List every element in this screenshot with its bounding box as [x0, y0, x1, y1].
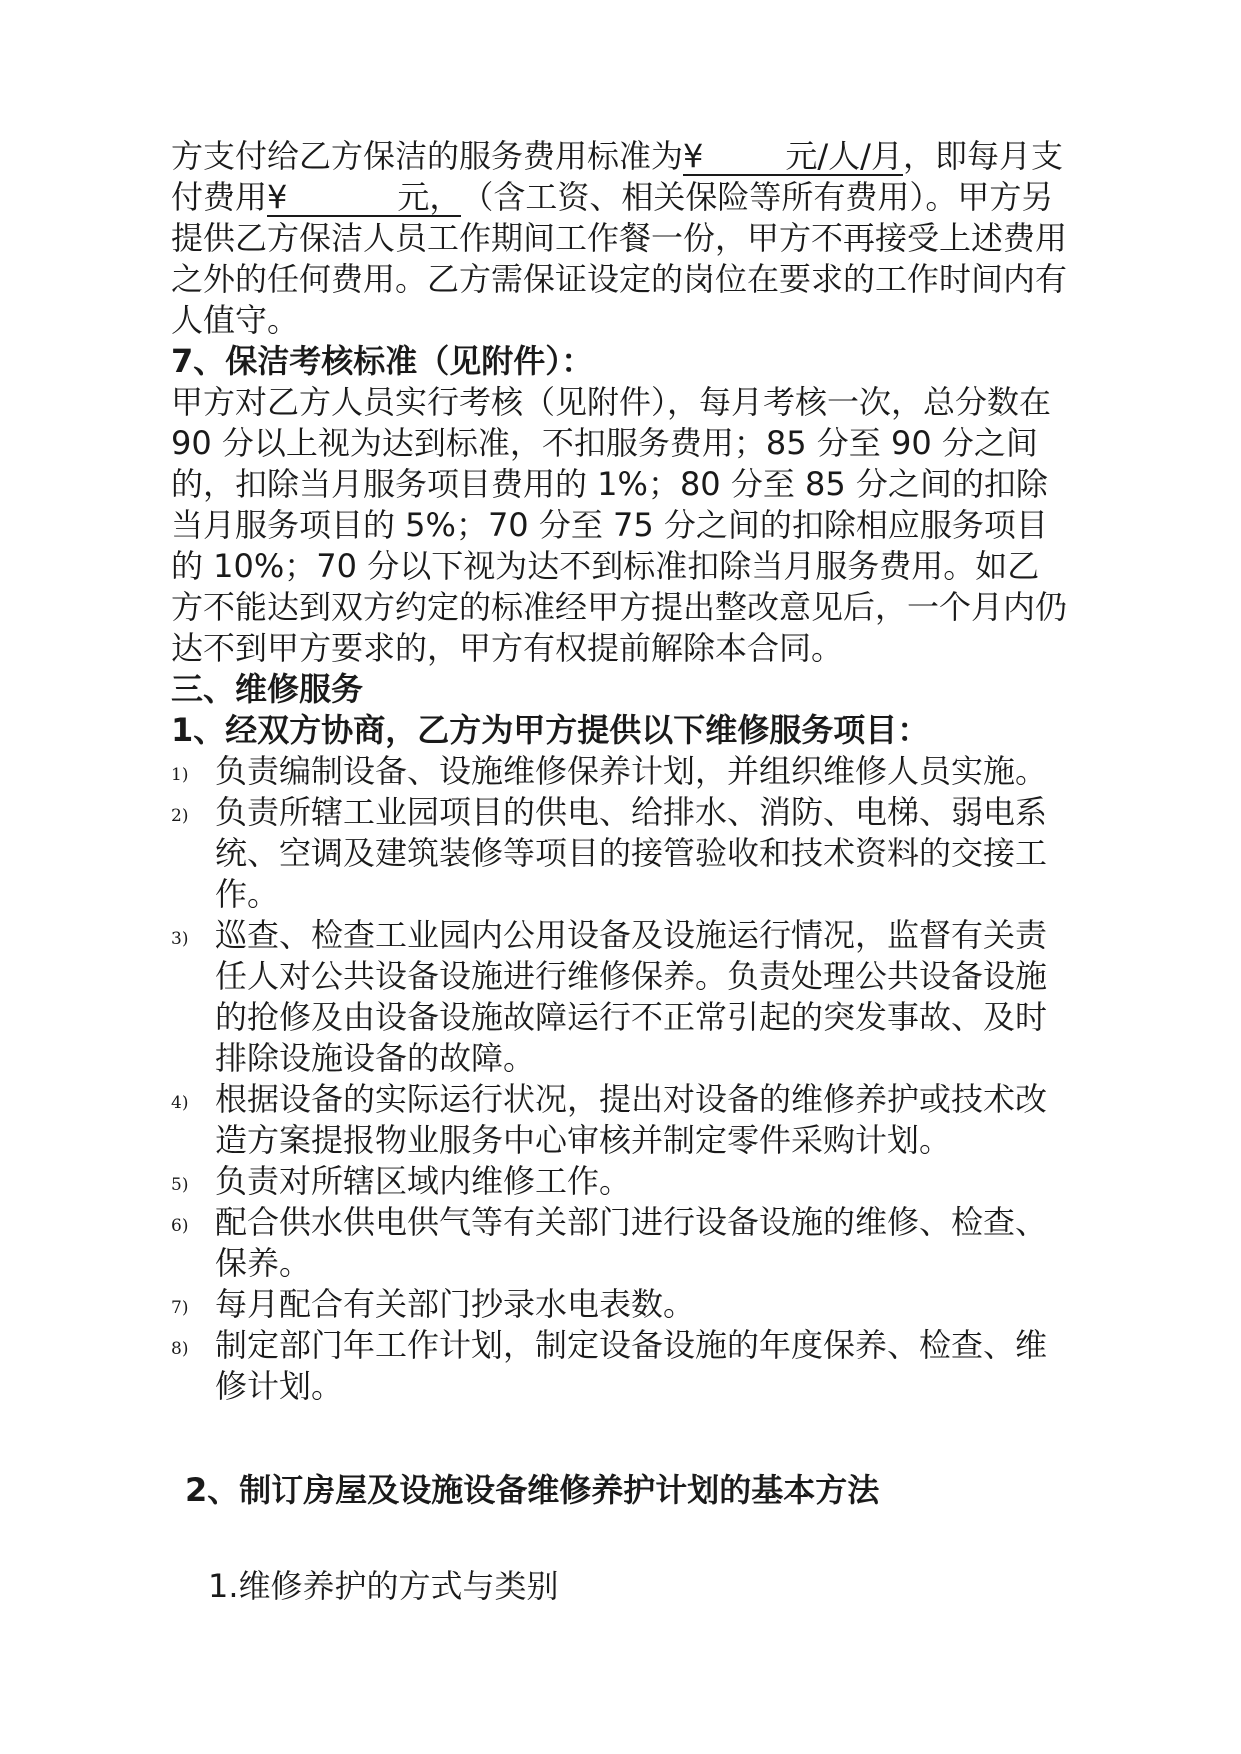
list-item — [171, 1325, 1071, 1407]
maintenance-items-list — [171, 751, 1071, 1407]
fee-text-2: ，即每月支付费用 — [171, 137, 1063, 216]
fee-text-1: 方支付给乙方保洁的服务费用标准为 — [171, 137, 684, 175]
fee-paragraph — [171, 136, 1071, 341]
section-3-subheading: 1、经双方协商，乙方为甲方提供以下维修服务项目： — [171, 711, 930, 749]
list-item — [171, 915, 1071, 1079]
list-item-number: 4) — [171, 1093, 189, 1113]
list-item — [171, 1161, 1071, 1202]
document-body — [171, 136, 1071, 1407]
monthly-rate-blank: ¥ 元/人/月 — [683, 137, 903, 175]
list-item-number: 6) — [171, 1216, 189, 1236]
list-item-text: 负责对所辖区域内维修工作。 — [215, 1162, 632, 1200]
list-item — [171, 1202, 1071, 1284]
list-item-number: 2) — [171, 806, 189, 826]
section-2-heading: 2、制订房屋及设施设备维修养护计划的基本方法 — [185, 1471, 880, 1509]
monthly-total-blank: ¥ 元， — [267, 178, 462, 216]
list-item-number: 1) — [171, 765, 189, 785]
list-item-number: 7) — [171, 1298, 189, 1318]
list-item-text: 制定部门年工作计划，制定设备设施的年度保养、检查、维修计划。 — [215, 1326, 1048, 1405]
list-item-text: 根据设备的实际运行状况，提出对设备的维修养护或技术改造方案提报物业服务中心审核并制定零件采购计划。 — [215, 1080, 1048, 1159]
list-item-text: 负责编制设备、设施维修保养计划，并组织维修人员实施。 — [215, 752, 1048, 790]
list-item-number: 5) — [171, 1175, 189, 1195]
list-item — [171, 751, 1071, 792]
list-item — [171, 1079, 1071, 1161]
list-item-text: 巡查、检查工业园内公用设备及设施运行情况，监督有关责任人对公共设备设施进行维修保养。负责处理公共设备设施的抢修及由设备设施故障运行不正常引起的突发事故、及时排除设施设备的故障。 — [215, 916, 1048, 1077]
fee-text-3: （含工资、相关保险等所有费用）。甲方另提供乙方保洁人员工作期间工作餐一份，甲方不再接受上述费用之外的任何费用。乙方需保证设定的岗位在要求的工作时间内有人值守。 — [171, 178, 1068, 339]
list-item-text: 每月配合有关部门抄录水电表数。 — [215, 1285, 696, 1323]
list-item-text: 配合供水供电供气等有关部门进行设备设施的维修、检查、保养。 — [215, 1203, 1048, 1282]
list-item-number: 3) — [171, 929, 189, 949]
list-item-number: 8) — [171, 1339, 189, 1359]
list-item — [171, 1284, 1071, 1325]
section-7-text: 甲方对乙方人员实行考核（见附件），每月考核一次，总分数在 90 分以上视为达到标准，不扣服务费用；85 分至 90 分之间的，扣除当月服务项目费用的 1%；80 分至 85 分之间的扣除当月服务项目的 5%；70 分至 75 分之间的扣除相应服务项目的 10%；70 分以下视为达不到标准扣除当月服务费用。如乙方不能达到双方约定的标准经甲方提出整改意见后，一个月内仍达不到甲方要求的，甲方有权提前解除本合同。 — [171, 383, 1068, 667]
section-3-heading: 三、维修服务 — [171, 670, 364, 708]
section-7-heading: 7、保洁考核标准（见附件）： — [171, 342, 594, 380]
subsection-1-heading: 1.维修养护的方式与类别 — [208, 1567, 559, 1605]
list-item — [171, 792, 1071, 915]
list-item-text: 负责所辖工业园项目的供电、给排水、消防、电梯、弱电系统、空调及建筑装修等项目的接管验收和技术资料的交接工作。 — [215, 793, 1048, 913]
